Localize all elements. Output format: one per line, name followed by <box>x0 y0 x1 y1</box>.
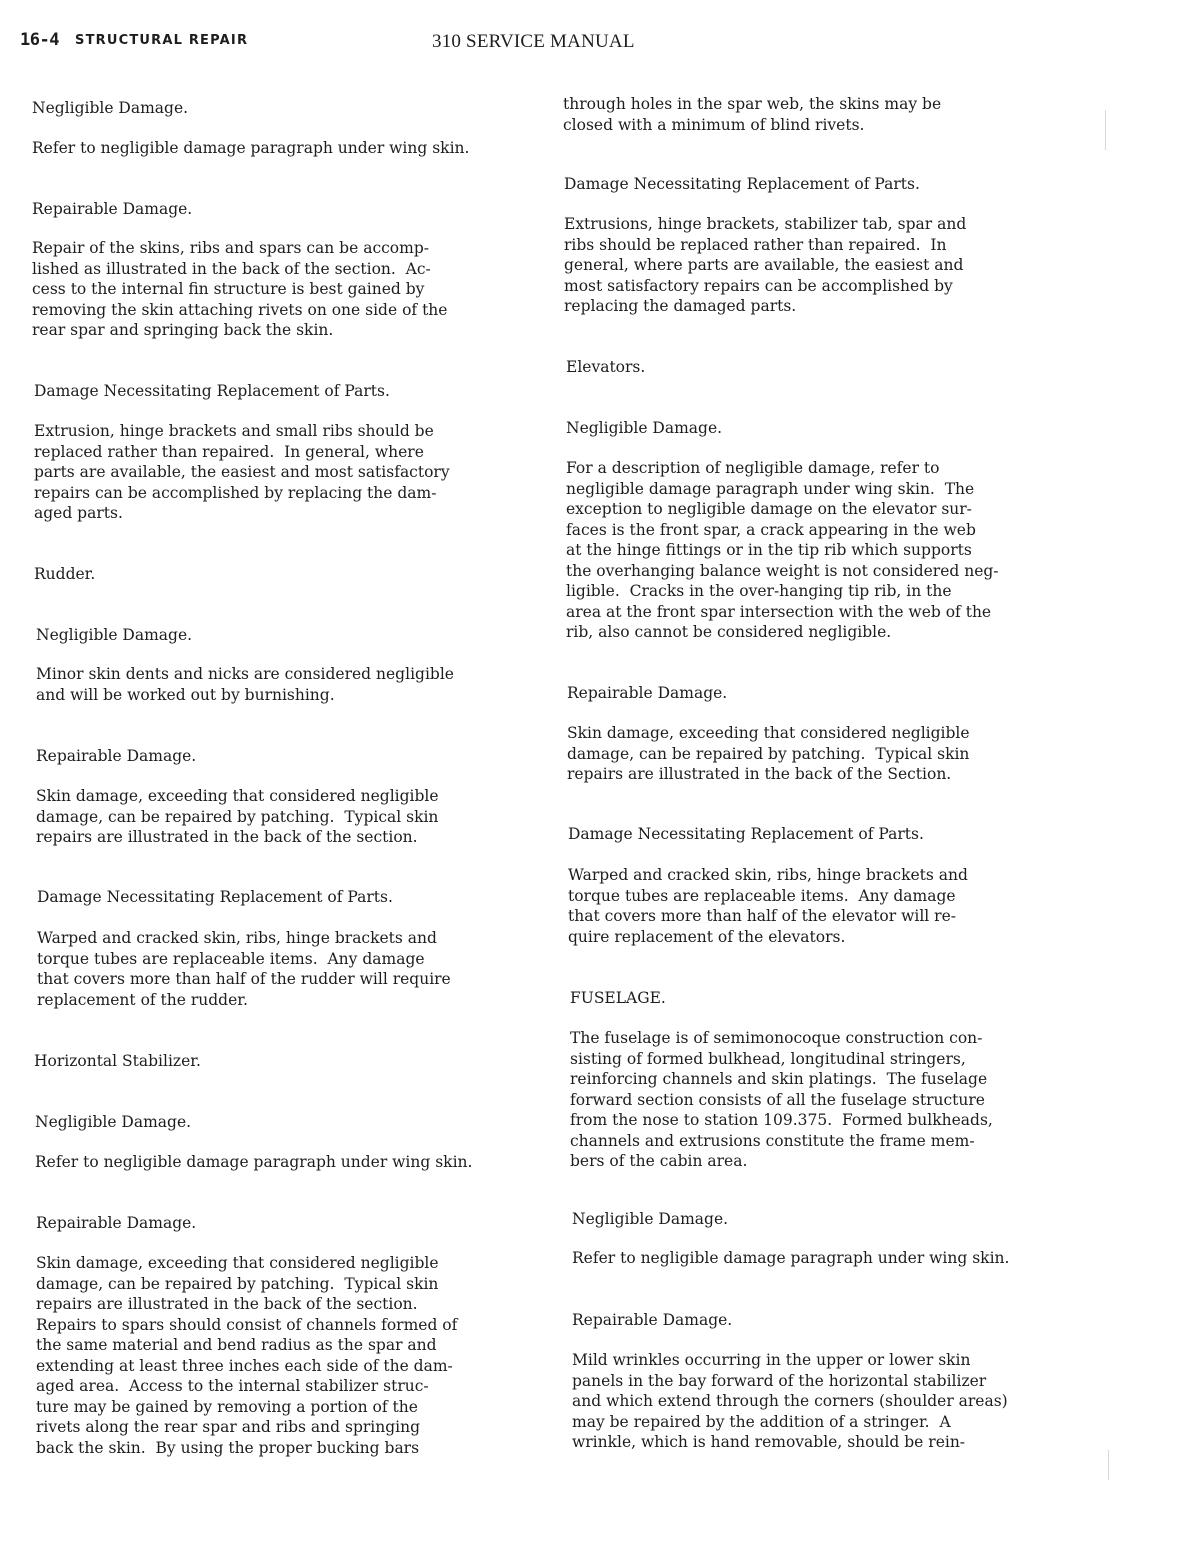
body-paragraph: Skin damage, exceeding that considered negligible damage, can be repaired by patching. Typical skin repairs are illustrated in the back of the section. Repairs to spars should consist of channels formed of the same material and bend radius as the spar and extending at least three inches each side of the dam- aged area. Access to the internal stabilizer struc- ture may be gained by removing a portion of the rivets along the rear spar and ribs and springing back the skin. By using the proper bucking bars <box>36 1254 458 1457</box>
section-heading: FUSELAGE. <box>570 989 666 1007</box>
section-heading: Repairable Damage. <box>567 684 728 702</box>
body-paragraph: Extrusion, hinge brackets and small ribs should be replaced rather than repaired. In general, where parts are available, the easiest and most satisfactory repairs can be accomplished by replacing the dam- aged parts. <box>34 422 450 522</box>
section-heading: Horizontal Stabilizer. <box>34 1052 201 1070</box>
section-heading: Damage Necessitating Replacement of Parts. <box>564 175 920 193</box>
manual-title: 310 SERVICE MANUAL <box>432 31 635 52</box>
section-heading: Damage Necessitating Replacement of Parts. <box>37 888 393 906</box>
body-paragraph: Minor skin dents and nicks are considered negligible and will be worked out by burnishing. <box>36 665 454 704</box>
section-heading: Repairable Damage. <box>32 200 193 218</box>
section-heading: Repairable Damage. <box>36 1214 197 1232</box>
section-heading: Elevators. <box>566 358 646 376</box>
section-heading: Repairable Damage. <box>572 1311 733 1329</box>
body-paragraph: For a description of negligible damage, refer to negligible damage paragraph under wing skin. The exception to negligible damage on the elevator sur- faces is the front spar, a crack appearing in the web at the hinge fittings or in the tip rib which supports the overhanging balance weight is not considered neg- ligible. Cracks in the over-hanging tip rib, in the area at the front spar intersection with the web of the rib, also cannot be considered negligible. <box>566 459 999 641</box>
body-paragraph: Skin damage, exceeding that considered negligible damage, can be repaired by patching. Typical skin repairs are illustrated in the back of the section. <box>36 787 439 846</box>
section-heading: Rudder. <box>34 565 96 583</box>
body-paragraph: Warped and cracked skin, ribs, hinge brackets and torque tubes are replaceable items. Any damage that covers more than half of the rudder will require replacement of the rudder. <box>37 929 451 1009</box>
scan-edge-mark <box>1108 1450 1109 1480</box>
body-paragraph: Skin damage, exceeding that considered negligible damage, can be repaired by patching. Typical skin repairs are illustrated in the back of the Section. <box>567 724 970 783</box>
body-paragraph: Repair of the skins, ribs and spars can be accomp- lished as illustrated in the back of the section. Ac- cess to the internal fin structure is best gained by removing the skin attaching rivets on one side of the rear spar and springing back the skin. <box>32 239 448 339</box>
section-heading: Negligible Damage. <box>566 419 723 437</box>
section-heading: Repairable Damage. <box>36 747 197 765</box>
body-paragraph: Mild wrinkles occurring in the upper or lower skin panels in the bay forward of the horizontal stabilizer and which extend through the corners (shoulder areas) may be repaired by the addition of a stringer. A wrinkle, which is hand removable, should be rein- <box>572 1351 1008 1451</box>
body-paragraph: through holes in the spar web, the skins may be closed with a minimum of blind rivets. <box>563 95 942 134</box>
body-paragraph: The fuselage is of semimonocoque construction con- sisting of formed bulkhead, longitudinal stringers, reinforcing channels and skin platings. The fuselage forward section consists of all the fuselage structure from the nose to station 109.375. Formed bulkheads, channels and extrusions constitute the frame mem- bers of the cabin area. <box>570 1029 993 1170</box>
section-heading: Damage Necessitating Replacement of Parts. <box>568 825 924 843</box>
body-paragraph: Refer to negligible damage paragraph under wing skin. <box>32 139 470 157</box>
body-paragraph: Refer to negligible damage paragraph under wing skin. <box>35 1153 473 1171</box>
section-heading: Negligible Damage. <box>32 99 189 117</box>
section-heading: Negligible Damage. <box>35 1113 192 1131</box>
section-heading: Damage Necessitating Replacement of Parts. <box>34 382 390 400</box>
body-paragraph: Refer to negligible damage paragraph under wing skin. <box>572 1249 1010 1267</box>
section-heading: Negligible Damage. <box>572 1210 729 1228</box>
body-paragraph: Warped and cracked skin, ribs, hinge brackets and torque tubes are replaceable items. Any damage that covers more than half of the elevator will re- quire replacement of the elevators. <box>568 866 968 946</box>
scan-edge-mark <box>1105 110 1106 150</box>
section-heading: Negligible Damage. <box>36 626 193 644</box>
body-paragraph: Extrusions, hinge brackets, stabilizer tab, spar and ribs should be replaced rather than repaired. In general, where parts are available, the easiest and most satisfactory repairs can be accomplished by replacing the damaged parts. <box>564 215 967 315</box>
page-number: 16-4 <box>20 30 59 50</box>
section-title: STRUCTURAL REPAIR <box>75 33 249 48</box>
